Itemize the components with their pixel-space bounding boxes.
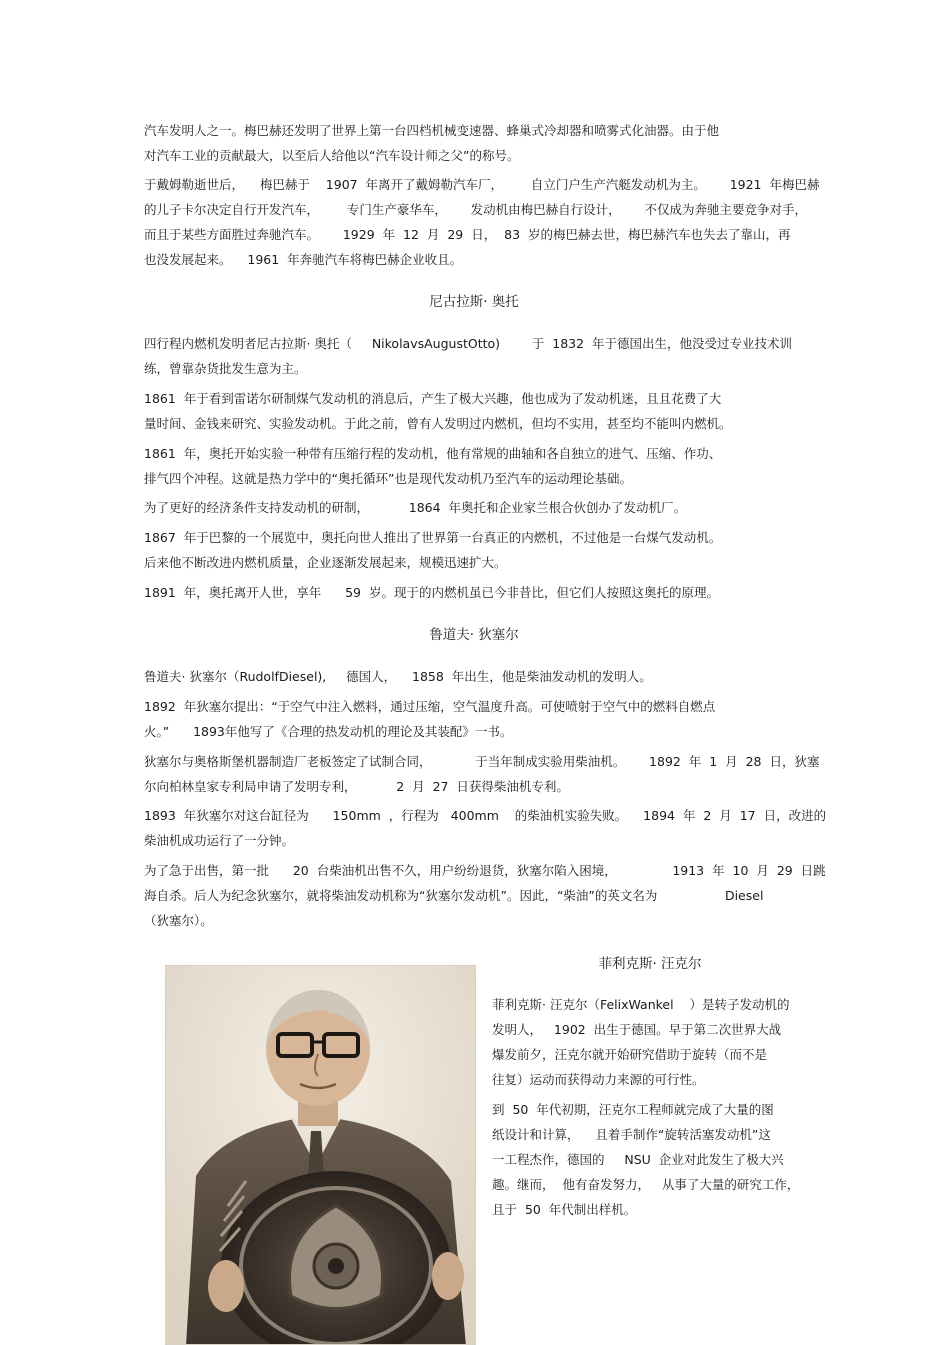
wankel-paragraph-1	[492, 992, 812, 1092]
text-line: 鲁道夫· 狄塞尔（RudolfDiesel), 德国人， 1858 年出生，他是柴油发动机的发明人。	[144, 669, 652, 684]
text-line: 为了急于出售，第一批 20 台柴油机出售不久，用户纷纷退货，狄塞尔陷入困境， 1913 年 10 月 29 日跳	[144, 863, 826, 878]
text-line: 柴油机成功运行了一分钟。	[144, 833, 295, 848]
text-line: 且于 50 年代制出样机。	[492, 1202, 637, 1217]
diesel-paragraph-2	[144, 694, 804, 744]
text-line: 四行程内燃机发明者尼古拉斯· 奥托（ NikolavsAugustOtto) 于 1832 年于德国出生，他没受过专业技术训	[144, 336, 793, 351]
text-line: （狄塞尔）。	[144, 913, 213, 928]
diesel-paragraph-5	[144, 858, 826, 933]
otto-paragraph-5	[144, 525, 804, 575]
text-line: 火。” 1893年他写了《合理的热发动机的理论及其装配》一书。	[144, 724, 513, 739]
section-heading-otto: 尼古拉斯· 奥托	[429, 294, 519, 310]
text-line: 一工程杰作，德国的 NSU 企业对此发生了极大兴	[492, 1152, 784, 1167]
diesel-paragraph-3	[144, 749, 820, 799]
otto-paragraph-1	[144, 331, 804, 381]
otto-paragraph-6	[144, 580, 804, 605]
text-line: 的儿子卡尔决定自行开发汽车， 专门生产豪华车， 发动机由梅巴赫自行设计， 不仅成为奔驰主要竞争对手，	[144, 202, 807, 217]
text-line: 于戴姆勒逝世后， 梅巴赫于 1907 年离开了戴姆勒汽车厂， 自立门户生产汽艇发动机为主。 1921 年梅巴赫	[144, 177, 820, 192]
wankel-paragraph-2	[492, 1097, 812, 1222]
text-line: 1892 年狄塞尔提出：“于空气中注入燃料，通过压缩，空气温度升高。可使喷射于空气中的燃料自燃点	[144, 699, 716, 714]
diesel-paragraph-4	[144, 803, 827, 853]
text-line: 纸设计和计算， 且着手制作“旋转活塞发动机”这	[492, 1127, 771, 1142]
text-line: 也没发展起来。 1961 年奔驰汽车将梅巴赫企业收且。	[144, 252, 463, 267]
diesel-paragraph-1	[144, 664, 804, 689]
section-heading-diesel: 鲁道夫· 狄塞尔	[429, 627, 519, 643]
text-line: 汽车发明人之一。梅巴赫还发明了世界上第一台四档机械变速器、蜂巢式冷却器和喷雾式化油器。由于他	[144, 123, 720, 138]
text-line: 趣。继而， 他有奋发努力， 从事了大量的研究工作，	[492, 1177, 800, 1192]
text-line: 而且于某些方面胜过奔驰汽车。 1929 年 12 月 29 日， 83 岁的梅巴赫去世，梅巴赫汽车也失去了靠山，再	[144, 227, 791, 242]
text-line: 往复）运动而获得动力来源的可行性。	[492, 1072, 705, 1087]
text-line: 量时间、金钱来研究、实验发动机。于此之前，曾有人发明过内燃机，但均不实用，甚至均不能叫内燃机。	[144, 416, 732, 431]
text-line: 发明人， 1902 出生于德国。早于第二次世界大战	[492, 1022, 782, 1037]
maybach-paragraph	[144, 172, 820, 272]
text-line: 1891 年，奥托离开人世，享年 59 岁。现于的内燃机虽已今非昔比，但它们人按照这奥托的原理。	[144, 585, 719, 600]
text-line: 菲利克斯· 汪克尔（FelixWankel ）是转子发动机的	[492, 997, 790, 1012]
text-line: 为了更好的经济条件支持发动机的研制， 1864 年奥托和企业家兰根合伙创办了发动机厂。	[144, 500, 686, 515]
text-line: 1893 年狄塞尔对这台缸径为 150mm ，行程为 400mm 的柴油机实验失败。 1894 年 2 月 17 日，改进的	[144, 808, 827, 823]
text-line: 练，曾靠杂货批发生意为主。	[144, 361, 307, 376]
otto-paragraph-4	[144, 495, 804, 520]
text-line: 尔向柏林皇家专利局申请了发明专利， 2 月 27 日获得柴油机专利。	[144, 779, 569, 794]
otto-paragraph-3	[144, 441, 804, 491]
text-line: 后来他不断改进内燃机质量，企业逐渐发展起来，规模迅速扩大。	[144, 555, 507, 570]
text-line: 1861 年，奥托开始实验一种带有压缩行程的发动机，他有常规的曲轴和各自独立的进气、压缩、作功、	[144, 446, 722, 461]
text-line: 对汽车工业的贡献最大，以至后人给他以“汽车设计师之父”的称号。	[144, 148, 520, 163]
text-line: 爆发前夕，汪克尔就开始研究借助于旋转（而不是	[492, 1047, 768, 1062]
otto-paragraph-2	[144, 386, 804, 436]
wankel-photo	[165, 965, 476, 1345]
text-line: 排气四个冲程。这就是热力学中的“奥托循环”也是现代发动机乃至汽车的运动理论基础。	[144, 471, 632, 486]
text-line: 到 50 年代初期，汪克尔工程师就完成了大量的图	[492, 1102, 774, 1117]
text-line: 1867 年于巴黎的一个展览中，奥托向世人推出了世界第一台真正的内燃机，不过他是一台煤气发动机。	[144, 530, 722, 545]
section-heading-wankel: 菲利克斯· 汪克尔	[598, 956, 702, 972]
text-line: 海自杀。后人为纪念狄塞尔，就将柴油发动机称为“狄塞尔发动机”。因此，“柴油”的英文名为 Diesel	[144, 888, 764, 903]
intro-paragraph	[144, 118, 804, 168]
text-line: 狄塞尔与奥格斯堡机器制造厂老板签定了试制合同， 于当年制成实验用柴油机。 1892 年 1 月 28 日，狄塞	[144, 754, 820, 769]
text-line: 1861 年于看到雷诺尔研制煤气发动机的消息后，产生了极大兴趣，他也成为了发动机迷，且且花费了大	[144, 391, 722, 406]
portrait-illustration	[166, 966, 476, 1345]
